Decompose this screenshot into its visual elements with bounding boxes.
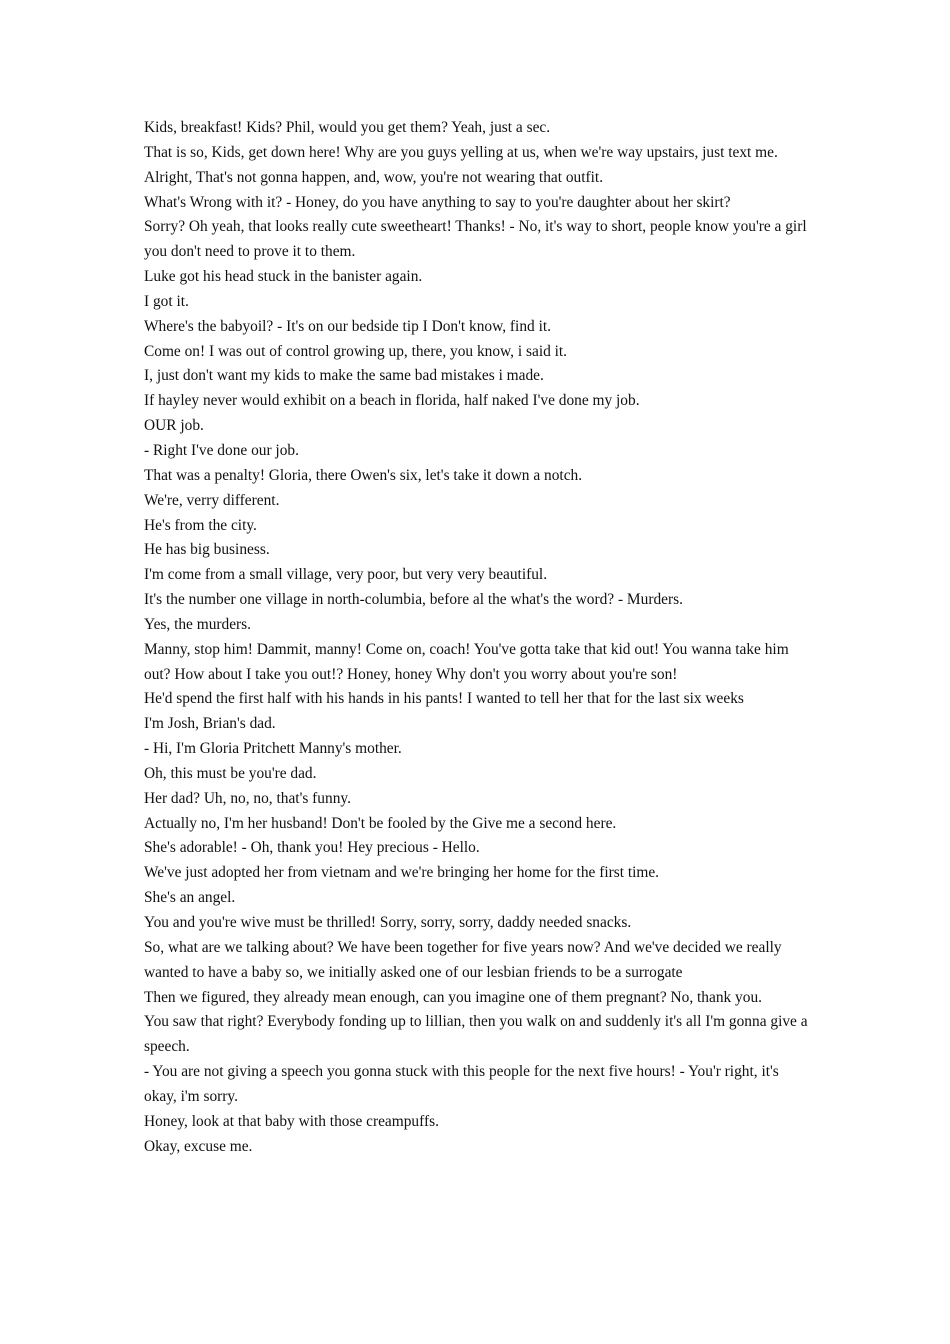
text-line: That was a penalty! Gloria, there Owen's six, let's take it down a notch. bbox=[144, 466, 583, 484]
text-line: I'm come from a small village, very poor, but very very beautiful. bbox=[144, 566, 548, 584]
text-line: If hayley never would exhibit on a beach in florida, half naked I've done my job. bbox=[144, 392, 640, 410]
text-line: So, what are we talking about? We have been together for five years now? And we've decided we really wanted to have a baby so, we initially asked one of our lesbian friends to be a surrogate bbox=[144, 938, 782, 981]
text-line: Actually no, I'm her husband! Don't be fooled by the Give me a second here. bbox=[144, 814, 617, 832]
transcript-text bbox=[144, 116, 812, 1159]
text-line: He's from the city. bbox=[144, 516, 257, 534]
text-line: We've just adopted her from vietnam and we're bringing her home for the first time. bbox=[144, 864, 660, 882]
text-line: I got it. bbox=[144, 292, 189, 310]
text-line: Manny, stop him! Dammit, manny! Come on, coach! You've gotta take that kid out! You wanna take him out? How about I take you out!? Honey, honey Why don't you worry about you're son! bbox=[144, 640, 789, 683]
text-line: Kids, breakfast! Kids? Phil, would you get them? Yeah, just a sec. bbox=[144, 119, 551, 136]
text-line: Oh, this must be you're dad. bbox=[144, 764, 317, 782]
text-line: I'm Josh, Brian's dad. bbox=[144, 715, 276, 733]
text-line: We're, verry different. bbox=[144, 491, 280, 509]
text-line: Come on! I was out of control growing up, there, you know, i said it. bbox=[144, 342, 568, 360]
text-line: You saw that right? Everybody fonding up to lillian, then you walk on and suddenly it's all I'm gonna give a speech. bbox=[144, 1013, 808, 1056]
text-line: Alright, That's not gonna happen, and, wow, you're not wearing that outfit. bbox=[144, 168, 604, 186]
text-line: - Hi, I'm Gloria Pritchett Manny's mother. bbox=[144, 740, 402, 758]
text-line: What's Wrong with it? - Honey, do you have anything to say to you're daughter about her skirt? bbox=[144, 193, 731, 211]
text-line: Her dad? Uh, no, no, that's funny. bbox=[144, 789, 351, 807]
text-line: Okay, excuse me. bbox=[144, 1137, 253, 1155]
text-line: OUR job. bbox=[144, 417, 204, 435]
text-line: I, just don't want my kids to make the same bad mistakes i made. bbox=[144, 367, 544, 385]
text-line: - You are not giving a speech you gonna stuck with this people for the next five hours! - You'r right, it's okay, i'm sorry. bbox=[144, 1063, 779, 1105]
text-line: He has big business. bbox=[144, 541, 270, 559]
text-line: Sorry? Oh yeah, that looks really cute sweetheart! Thanks! - No, it's way to short, people know you're a girl you don't need to prove it to them. bbox=[144, 218, 807, 261]
text-line: You and you're wive must be thrilled! Sorry, sorry, sorry, daddy needed snacks. bbox=[144, 914, 632, 931]
text-line: He'd spend the first half with his hands in his pants! I wanted to tell her that for the last six weeks bbox=[144, 690, 744, 708]
text-line: Luke got his head stuck in the banister again. bbox=[144, 268, 423, 286]
text-line: - Right I've done our job. bbox=[144, 441, 299, 459]
text-line: Yes, the murders. bbox=[144, 615, 252, 633]
text-line: Then we figured, they already mean enough, can you imagine one of them pregnant? No, thank you. bbox=[144, 988, 762, 1006]
text-line: Where's the babyoil? - It's on our bedside tip I Don't know, find it. bbox=[144, 317, 551, 335]
text-line: Honey, look at that baby with those creampuffs. bbox=[144, 1112, 439, 1130]
text-line: She's adorable! - Oh, thank you! Hey precious - Hello. bbox=[144, 839, 480, 857]
text-line: It's the number one village in north-columbia, before al the what's the word? - Murders. bbox=[144, 591, 683, 609]
text-line: She's an angel. bbox=[144, 889, 236, 907]
text-line: That is so, Kids, get down here! Why are you guys yelling at us, when we're way upstairs, just text me. bbox=[144, 143, 778, 161]
